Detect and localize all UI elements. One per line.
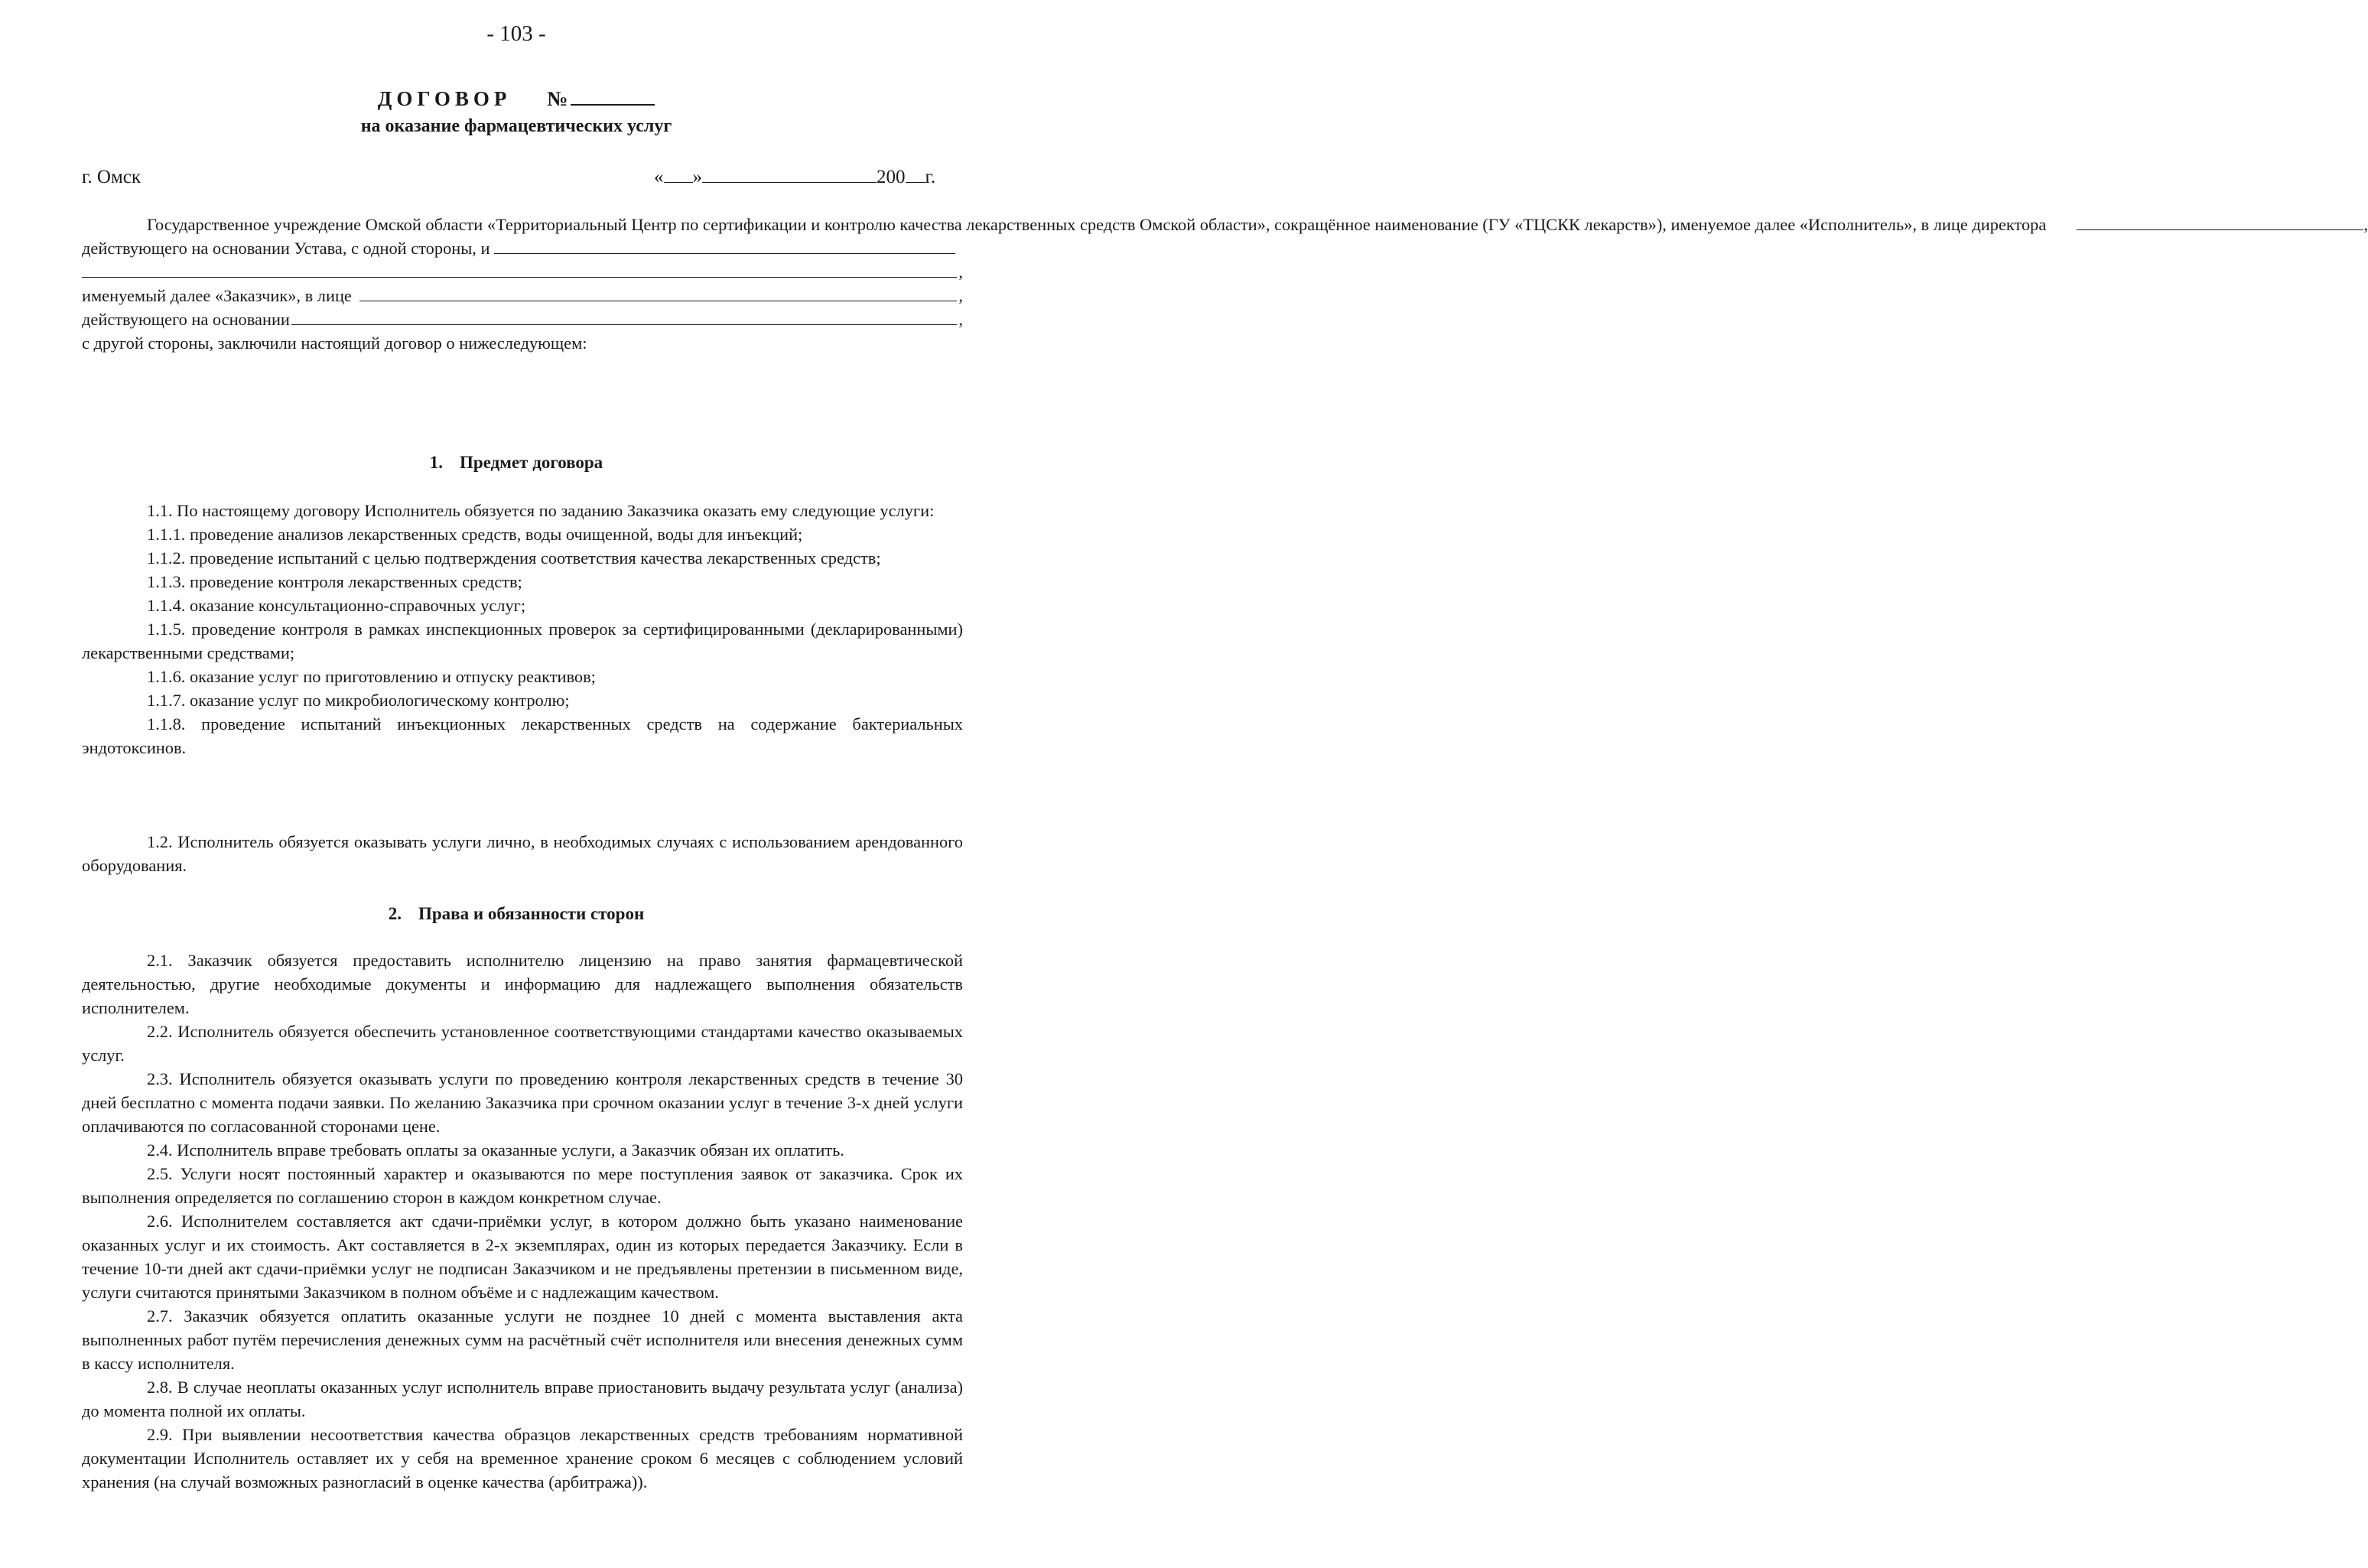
preamble-main-text: Государственное учреждение Омской области «Территориальный Центр по сертификации и контролю качества лекарственных средств Омской области», сокращённое наименование (ГУ «ТЦСКК лекарств»), именуемое далее «Исполнитель», в лице директора [147,215,2047,234]
clause-1-1-2: 1.1.2. проведение испытаний с целью подтверждения соответствия качества лекарственных средств; [147,548,881,568]
date-year: 200 [877,167,906,187]
clause-2-1: 2.1. Заказчик обязуется предоставить исполнителю лицензию на право занятия фармацевтической деятельностью, другие необходимые документы и информацию для надлежащего выполнения обязательств исполнителем. [82,951,963,1017]
contract-title-text: ДОГОВОР [377,87,512,110]
date-open-quote: « [654,167,664,187]
customer-name-blank-2 [82,263,957,278]
preamble-comma-4: , [958,310,963,329]
representative-blank [359,287,958,301]
year-blank [906,167,925,183]
date-line [654,167,935,188]
section-1-body [82,499,963,760]
clause-2-3: 2.3. Исполнитель обязуется оказывать услуги по проведению контроля лекарственных средств в течение 30 дней бесплатно с момента подачи заявки. По желанию Заказчика при срочном оказании услуг в течение 3-х дней услуги оплачиваются по согласованной сторонами цене. [82,1069,963,1136]
contract-title [0,87,1033,111]
section-2-title: Права и обязанности сторон [418,904,645,923]
section-1-number: 1. [429,453,444,472]
section-2-body [82,948,963,1494]
preamble-comma-3: , [958,286,963,305]
preamble-text [82,213,2368,236]
clause-1-1-3: 1.1.3. проведение контроля лекарственных средств; [147,572,522,591]
basis-line [82,236,963,260]
date-close-quote: » [692,167,702,187]
clause-1-1-4: 1.1.4. оказание консультационно-справочных услуг; [147,596,526,615]
city: г. Омск [82,167,141,187]
acting-on-line [82,307,963,331]
preamble [82,213,2368,355]
section-1-heading [0,453,1033,473]
clause-1-1-8: 1.1.8. проведение испытаний инъекционных лекарственных средств на содержание бактериальных эндотоксинов. [82,714,963,757]
clause-1-1-1: 1.1.1. проведение анализов лекарственных средств, воды очищенной, воды для инъекций; [147,525,803,544]
contract-number-blank [571,87,655,106]
clause-1-1-7: 1.1.7. оказание услуг по микробиологическому контролю; [147,691,570,710]
date-year-suffix: г. [925,167,936,187]
named-as-line [82,284,963,307]
customer-name-line [82,260,963,284]
preamble-closing: с другой стороны, заключили настоящий договор о нижеследующем: [82,333,587,353]
clause-1-1: 1.1. По настоящему договору Исполнитель обязуется по заданию Заказчика оказать ему следующие услуги: [147,501,935,520]
clause-2-2: 2.2. Исполнитель обязуется обеспечить установленное соответствующими стандартами качество оказываемых услуг. [82,1022,963,1065]
day-blank [664,167,693,183]
preamble-comma-1: , [2363,215,2368,234]
director-blank [2077,214,2363,230]
clause-2-6: 2.6. Исполнителем составляется акт сдачи-приёмки услуг, в котором должно быть указано наименование оказанных услуг и их стоимость. Акт составляется в 2-х экземплярах, один из которых передается Заказчику. Если в течение 10-ти дней акт сдачи-приёмки услуг не подписан Заказчиком и не предъявлены претензии в письменном виде, услуги считаются принятыми Заказчиком в полном объёме и с надлежащим качеством. [82,1212,963,1302]
section-2-number: 2. [388,904,402,923]
clause-1-1-6: 1.1.6. оказание услуг по приготовлению и отпуску реактивов; [147,667,596,686]
preamble-comma-2: , [958,262,963,281]
section-1-body-2 [82,830,963,877]
section-2-heading [0,904,1033,924]
section-1-title: Предмет договора [460,453,603,472]
clause-1-1-5: 1.1.5. проведение контроля в рамках инспекционных проверок за сертифицированными (декларированными) лекарственными средствами; [82,620,963,662]
page-number: - 103 - [486,21,546,46]
clause-2-5: 2.5. Услуги носят постоянный характер и оказываются по мере поступления заявок от заказчика. Срок их выполнения определяется по соглашению сторон в каждом конкретном случае. [82,1164,963,1207]
clause-2-9: 2.9. При выявлении несоответствия качества образцов лекарственных средств требованиям нормативной документации Исполнитель оставляет их у себя на временное хранение сроком 6 месяцев с соблюдением условий хранения (на случай возможных разногласий в оценке качества (арбитража)). [82,1425,963,1492]
clause-1-2: 1.2. Исполнитель обязуется оказывать услуги лично, в необходимых случаях с использованием арендованного оборудования. [82,832,963,875]
authority-blank [291,311,957,325]
contract-subtitle: на оказание фармацевтических услуг [360,116,672,136]
clause-2-7: 2.7. Заказчик обязуется оплатить оказанные услуги не позднее 10 дней с момента выставления акта выполненных работ путём перечисления денежных сумм на расчётный счёт исполнителя или внесения денежных сумм в кассу исполнителя. [82,1306,963,1373]
basis-text: действующего на основании Устава, с одной стороны, и [82,239,490,258]
clause-2-4: 2.4. Исполнитель вправе требовать оплаты за оказанные услуги, а Заказчик обязан их оплатить. [147,1140,844,1160]
clause-2-8: 2.8. В случае неоплаты оказанных услуг исполнитель вправе приостановить выдачу результата услуг (анализа) до момента полной их оплаты. [82,1378,963,1420]
customer-name-blank [494,239,955,254]
named-as-text: именуемый далее «Заказчик», в лице [82,286,352,305]
number-sign: № [547,87,568,110]
month-blank [702,167,877,183]
acting-on-text: действующего на основании [82,310,290,329]
